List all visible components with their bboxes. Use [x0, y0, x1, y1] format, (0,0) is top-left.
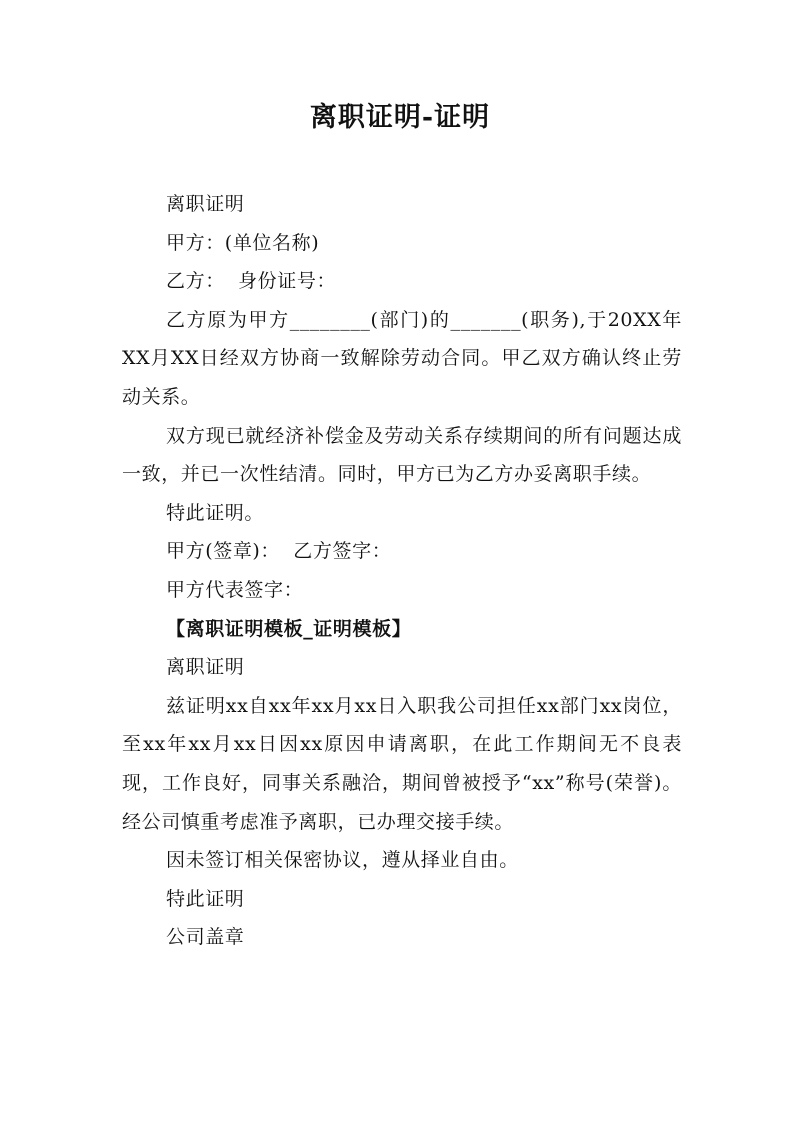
- paragraph-employment-terms: 乙方原为甲方________(部门)的_______(职务),于20XX年XX月XX日经双方协商一致解除劳动合同。甲乙双方确认终止劳动关系。: [122, 308, 682, 408]
- paragraph-heading-resignation-2: 离职证明: [166, 656, 245, 679]
- paragraph-company-seal: 公司盖章: [166, 926, 245, 949]
- paragraph-settlement: 双方现已就经济补偿金及劳动关系存续期间的所有问题达成一致，并已一次性结清。同时，甲方已为乙方办妥离职手续。: [122, 424, 682, 486]
- paragraph-representative-signature: 甲方代表签字：: [166, 578, 304, 601]
- document-body: [122, 185, 682, 957]
- paragraph-heading-resignation: 离职证明: [166, 193, 245, 215]
- paragraph-confidentiality: 因未签订相关保密协议，遵从择业自由。: [166, 849, 519, 872]
- paragraph-party-a: 甲方：(单位名称): [166, 231, 320, 254]
- paragraph-signatures: 甲方(签章)： 乙方签字：: [166, 540, 392, 563]
- paragraph-template-heading: 【离职证明模板_证明模板】: [166, 617, 412, 640]
- paragraph-party-b: 乙方： 身份证号：: [166, 270, 337, 293]
- paragraph-certification-body: 兹证明xx自xx年xx月xx日入职我公司担任xx部门xx岗位，至xx年xx月xx日因xx原因申请离职，在此工作期间无不良表现，工作良好，同事关系融洽，期间曾被授予“xx”称号(荣誉)。经公司慎重考虑准予离职，已办理交接手续。: [122, 694, 682, 833]
- document-title: 离职证明-证明: [309, 102, 491, 133]
- paragraph-hereby-certify: 特此证明。: [166, 501, 265, 524]
- paragraph-hereby-certify-2: 特此证明: [166, 887, 245, 910]
